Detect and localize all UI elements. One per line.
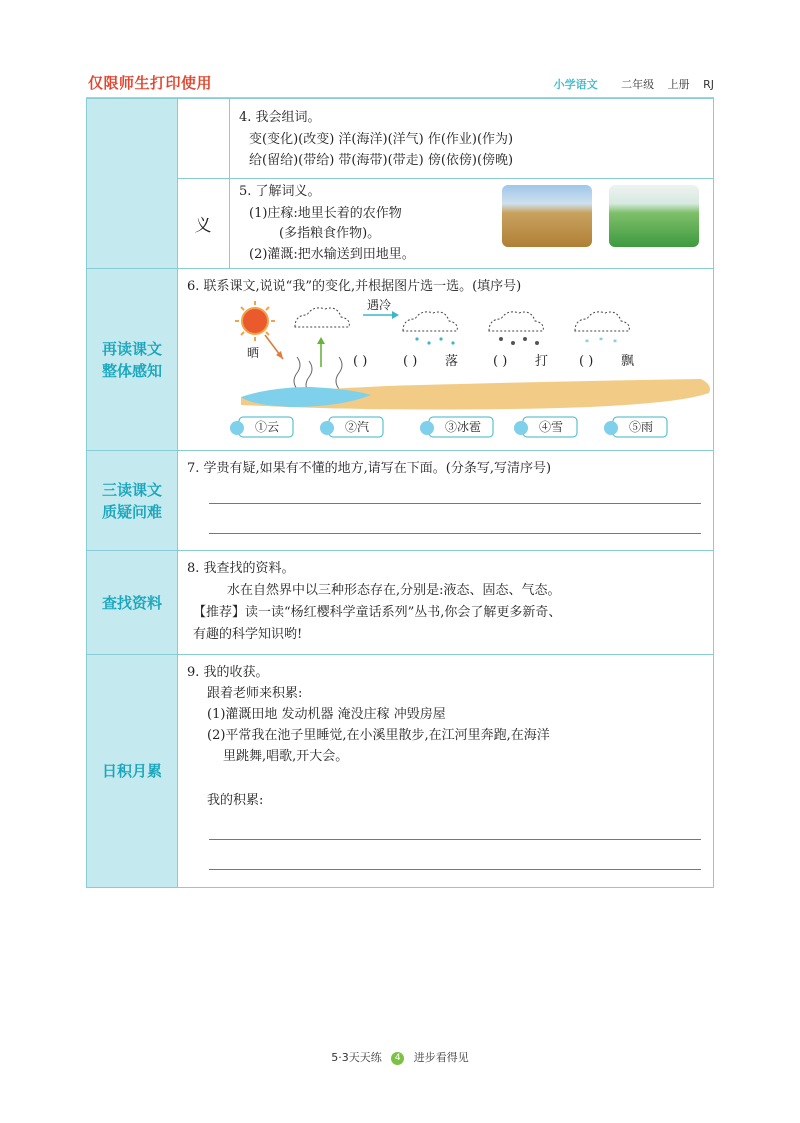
svg-text:( ): ( ) — [403, 354, 418, 369]
q8-line3: 有趣的科学知识哟! — [193, 627, 303, 642]
svg-text:*: * — [585, 338, 589, 347]
q7-row — [177, 451, 713, 551]
q4-subcell — [177, 99, 230, 178]
q4-title: 4. 我会组词。 — [239, 110, 321, 125]
section-reread-line2: 整体感知 — [101, 361, 162, 380]
q5-line1: (1)庄稼:地里长着的农作物 — [249, 206, 402, 221]
q5-row — [177, 179, 713, 269]
grade-label: 二年级 — [621, 78, 655, 91]
option-4: ④雪 — [539, 420, 564, 434]
wheat-field-photo — [502, 185, 592, 247]
snow-cloud-icon — [575, 312, 629, 331]
term-label: 上册 — [667, 78, 690, 91]
q8-title: 8. 我查找的资料。 — [187, 561, 295, 576]
q9-row — [177, 655, 713, 887]
q8-line2: 【推荐】读一读“杨红樱科学童话系列”丛书,你会了解更多新奇、 — [193, 605, 562, 620]
answer-line[interactable] — [209, 533, 701, 534]
section-question — [87, 451, 177, 551]
q9-line1: 跟着老师来积累: — [207, 686, 303, 701]
da-label: 打 — [535, 354, 549, 369]
svg-text:( ): ( ) — [579, 354, 594, 369]
footer-brand: 5·3天天练 — [331, 1051, 382, 1064]
cloud-icon — [295, 308, 349, 327]
q5-title: 5. 了解词义。 — [239, 184, 321, 199]
q7-title: 7. 学贵有疑,如果有不懂的地方,请写在下面。(分条写,写清序号) — [187, 461, 552, 476]
answer-options — [230, 417, 667, 437]
q5-line2: (多指粮食作物)。 — [279, 226, 381, 241]
irrigation-photo — [609, 185, 699, 247]
q9-line5: 我的积累: — [207, 793, 264, 808]
answer-line[interactable] — [209, 503, 701, 504]
svg-text:*: * — [599, 336, 603, 345]
print-notice: 仅限师生打印使用 — [88, 74, 213, 92]
q4-line2: 给(留给)(带给) 带(海带)(带走) 傍(依傍)(傍晚) — [249, 153, 514, 168]
side-blank — [87, 99, 177, 269]
yuleng-label: 遇冷 — [367, 298, 392, 312]
subject-label: 小学语文 — [553, 78, 598, 91]
option-3: ③冰雹 — [445, 420, 482, 434]
q4-row — [177, 99, 713, 179]
shai-label: 晒 — [247, 346, 260, 360]
piao-label: 飘 — [621, 354, 635, 369]
option-5: ⑤雨 — [629, 420, 654, 434]
option-2: ②汽 — [345, 420, 370, 434]
footer-slogan: 进步看得见 — [413, 1051, 469, 1064]
edition-label: RJ — [703, 78, 714, 91]
q9-title: 9. 我的收获。 — [187, 665, 269, 680]
sun-icon — [235, 301, 275, 341]
water-cycle-illustration — [177, 297, 713, 447]
page-footer — [0, 1049, 800, 1065]
section-research — [87, 551, 177, 655]
hail-cloud-icon — [489, 312, 543, 331]
svg-text:*: * — [613, 338, 617, 347]
q6-title: 6. 联系课文,说说“我”的变化,并根据图片选一选。(填序号) — [187, 279, 522, 294]
q4-line1: 变(变化)(改变) 洋(海洋)(洋气) 作(作业)(作为) — [249, 132, 514, 147]
page-number: 4 — [391, 1052, 404, 1065]
section-reread-line1: 再读课文 — [101, 339, 162, 358]
q8-line1: 水在自然界中以三种形态存在,分别是:液态、固态、气态。 — [227, 583, 561, 598]
q5-subcell: 义 — [177, 179, 230, 268]
book-info — [544, 76, 714, 92]
svg-text:( ): ( ) — [493, 354, 508, 369]
q9-line3: (2)平常我在池子里睡觉,在小溪里散步,在江河里奔跑,在海洋 — [207, 728, 550, 743]
section-question-line1: 三读课文 — [101, 480, 162, 499]
answer-line[interactable] — [209, 839, 701, 840]
section-research-line1: 查找资料 — [101, 593, 162, 612]
section-accumulate-line1: 日积月累 — [101, 762, 162, 780]
section-question-line2: 质疑问难 — [101, 502, 162, 521]
worksheet-table — [86, 98, 714, 888]
section-reread — [87, 269, 177, 451]
q8-row — [177, 551, 713, 655]
luo-label: 落 — [445, 354, 459, 369]
q6-row — [177, 269, 713, 451]
svg-text:( ): ( ) — [353, 354, 368, 369]
q9-line4: 里跳舞,唱歌,开大会。 — [223, 749, 349, 764]
q5-line3: (2)灌溉:把水输送到田地里。 — [249, 247, 415, 262]
answer-line[interactable] — [209, 869, 701, 870]
section-accumulate — [87, 655, 177, 887]
option-1: ①云 — [255, 420, 280, 434]
rain-cloud-icon — [403, 312, 457, 331]
q9-line2: (1)灌溉田地 发动机器 淹没庄稼 冲毁房屋 — [207, 707, 446, 722]
